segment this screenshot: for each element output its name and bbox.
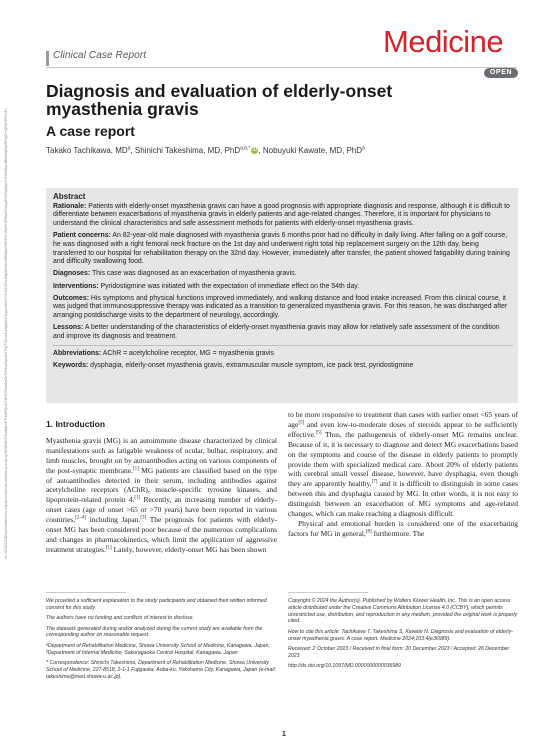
abstract-heading: Abstract (53, 192, 86, 201)
citation-note: How to cite this article: Tachikawa T, Takeshima S, Kawate N. Diagnosis and evaluation of elderly-onset myasthenia gravis: A case report. Medicine 2024;103:4(e36989). (288, 628, 513, 642)
abstract-box (46, 188, 518, 403)
abstract-rationale: Rationale: Patients with elderly-onset myasthenia gravis can have a good prognosis with appropriate diagnosis and response, although it is difficult to differentiate between exacerbations of myasthenia gravis in elderly patients and age-related changes. Therefore, it is important for physicians to understand the clinical characteristics and safe assessment methods for patients with elderly-onset myasthenia gravis. (53, 202, 510, 228)
doi-link[interactable]: http://dx.doi.org/10.1097/MD.0000000000036989 (288, 663, 402, 670)
intro-paragraph-1: Myasthenia gravis (MG) is an autoimmune disease characterized by clinical manifestations such as fatigable weakness of ocular, bulbar, respiratory, and limb muscles, brought on by autoantibodies acting on various components of the post-synaptic membrane.[1] MG patients are classified based on the type of autoantibodies detected in their serum, including antibodies against acetylcholine receptors (AChR), muscle-specific tyrosine kinases, and lipoprotein-related protein 4.[1] Recently, an increasing number of elderly-onset cases (age of onset >65 or >70 years) have been reported in various countries,[2–4] including Japan.[3] The prognosis for patients with elderly-onset MG has been considered poor because of the numerous complications and changes in pharmacokinetics, which limit the application of aggressive treatment strategies.[1] Lately, however, elderly-onset MG has been shown (46, 435, 278, 554)
author-list: Takako Tachikawa, $MD^a$, Shinichi Takeshima, MD, PhD$^{a,b,*}$ iD, Nobuyuki Kawate, MD, PhD$^a$ (46, 145, 365, 155)
affiliations: ᵃDepartment of Rehabilitation Medicine, Showa University School of Medicine, Kanagawa, Japan, ᵇDepartment of Internal Medicine, Sakuragaoka Central Hospital, Kanagawa, Japan (46, 642, 270, 656)
intro-paragraph-1-cont: to be more responsive to treatment than cases with earlier onset <65 years of age[5] and even low-to-moderate doses of steroids appear to be sufficiently effective.[5] Thus, the pathogenesis of elderly-onset MG remains unclear. Because of it, it is necessary to diagnose and detect MG exacerbations based on the symptoms and course of the disease in elderly patients to promptly provide them with specialized medical care. About 20% of elderly patients with cerebral small vessel disease, however, have dysphagia, even though they are apparently healthy,[7] and it is difficult to distinguish in some cases between this and dysphagia caused by MG. In other words, it is not easy to distinguish between an exacerbation of MG symptoms and age-related changes, which can make reaching a diagnosis difficult. (288, 410, 518, 519)
body-left-column (46, 420, 277, 555)
intro-heading: 1. Introduction (46, 419, 106, 429)
abstract-patient-concerns: Patient concerns: An 82-year-old male diagnosed with myasthenia gravis 6 months prior had no difficulty in daily living. After falling on a golf course, he was diagnosed with a right femoral neck fracture on the 1st day and underwent right total hip replacement surgery on the 12th day, being transferred to our hospital for rehabilitation therapy on the 32nd day. However, immediately after transfer, the patient showed fatigability during training and difficulty swallowing food. (53, 232, 510, 266)
footnotes-left (46, 598, 278, 684)
consent-note: We provided a sufficient explanation to the study participants and obtained their written informed consent for this study. (46, 598, 267, 611)
data-availability-note: The datasets generated during and/or analyzed during the current study are available from the corresponding author on reasonable request. (46, 625, 263, 639)
article-title: Diagnosis and evaluation of elderly-onset myasthenia gravis (46, 81, 393, 119)
abstract-diagnoses: Diagnoses: This case was diagnosed as an exacerbation of myasthenia gravis. (53, 270, 297, 278)
footnote-divider-left (46, 592, 126, 593)
abstract-interventions: Interventions: Pyridostigmine was initiated with the expectation of immediate effect on the 54th day. (53, 282, 360, 290)
journal-logo: Medicine (383, 24, 504, 59)
copyright-note: Copyright © 2024 the Author(s). Published by Wolters Kluwer Health, Inc. This is an open access article distributed under the Creative Commons Attribution License 4.0 (CCBY), which permits unrestricted use, distribution, and reproduction in any medium, provided the original work is properly cited. (288, 598, 518, 625)
section-label: Clinical Case Report (53, 50, 147, 61)
abstract-abbreviations: Abbreviations: AChR = acetylcholine receptor, MG = myasthenia gravis (53, 349, 274, 357)
footnotes-right (288, 598, 520, 674)
body-right-column (288, 410, 518, 539)
footnote-divider-right (288, 592, 368, 593)
abstract-lessons: Lessons: A better understanding of the characteristics of elderly-onset myasthenia gravis may allow for relatively safe assessment of the condition and improve its diagnosis and treatment. (53, 324, 500, 340)
abstract-outcomes: Outcomes: His symptoms and physical functions improved immediately, and walking distance and food intake increased. From this clinical course, it was judged that immunosuppressive therapy was indicated as a transition to generalized myasthenia gravis. For this reason, he was discharged after arranging postdischarge visits to the department of neurology, accordingly. (53, 294, 508, 319)
correspondence: * Correspondence: Shinichi Takeshima, Department of Rehabilitation Medicine, Showa University School of Medicine, 227-8518, 2-1-1 Fujigaoka, Aoba-ku, Yokohama City, Kanagawa, Japan (e-mail: takeshima@med.showa-u.ac.jp). (46, 659, 277, 680)
abstract-divider (53, 345, 513, 346)
article-subtitle: A case report (46, 123, 135, 139)
header-divider (46, 67, 517, 68)
dates-note: Received: 2 October 2023 / Received in final form: 20 December 2023 / Accepted: 26 December 2023 (288, 645, 510, 659)
funding-note: The authors have no funding and conflicts of interest to disclose. (46, 615, 194, 622)
download-notice: Downloaded from http://journals.lww.com/md-journal by Bh3MsE0ZTcd4QhoE7Nk8PQkUv7HHZ7Hhw5mDhTIO4m4Apx1eZ7WjT7ZcuiuDp5jbyNnK2ejqnc9mXiYdYxOJSIinuAfyO6VzCx3RBMjmhWDTiN+JBpS+DPBwVlVsQqJD1l/Gq8Upo0hFUWMpL4BbMJqMQxRFiqjU+eQXAYPfJ0uE= on 02/28/2024 (4, 108, 8, 560)
intro-paragraph-2: Physical and emotional burden is considered one of the exacerbating factors for MG in general,[8] furthermore. The (288, 518, 518, 538)
page-number: 1 (282, 731, 286, 738)
orcid-icon[interactable]: iD (252, 147, 258, 154)
section-marker (46, 51, 49, 66)
open-access-badge: OPEN (484, 68, 518, 78)
abstract-keywords: Keywords: dysphagia, elderly-onset myasthenia gravis, extramuscular muscle symptom, ice pack test, pyridostigmine (53, 361, 414, 369)
